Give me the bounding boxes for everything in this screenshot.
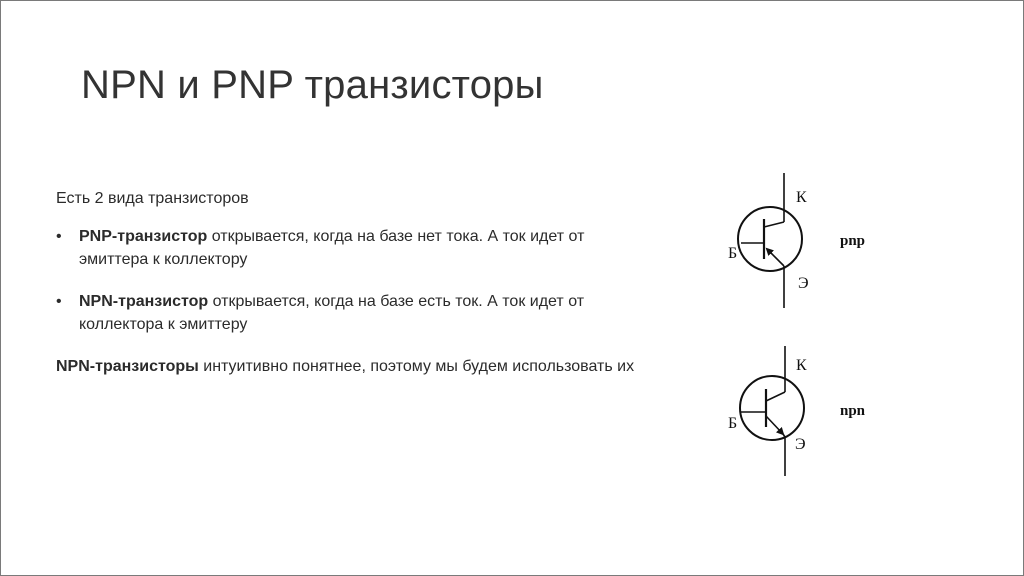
- bullet-marker: •: [56, 228, 62, 245]
- bullet-npn-text: открывается, когда на базе есть ток. А ток идет от коллектора к эмиттеру: [79, 293, 585, 333]
- intro-text: Есть 2 вида транзисторов: [56, 190, 249, 207]
- transistor-diagrams: [701, 171, 901, 491]
- npn-type-label: npn: [840, 403, 866, 419]
- npn-collector-path: [766, 392, 785, 401]
- pnp-base-label: Б: [728, 245, 738, 262]
- pnp-collector-label: К: [796, 189, 807, 206]
- npn-body-circle: [740, 376, 804, 440]
- conclusion-term: NPN-транзисторы: [56, 358, 199, 375]
- npn-collector-label: К: [796, 357, 807, 374]
- slide-body: [56, 187, 656, 394]
- bullet-pnp-term: PNP-транзистор: [79, 228, 208, 245]
- pnp-transistor-symbol: [738, 173, 802, 308]
- pnp-collector-path: [764, 222, 784, 227]
- pnp-emitter-path: [767, 249, 784, 266]
- npn-emitter-label: Э: [795, 436, 806, 453]
- npn-transistor-symbol: [740, 346, 804, 476]
- npn-base-label: Б: [728, 415, 738, 432]
- bullet-pnp-text: открывается, когда на базе нет тока. А ток идет от эмиттера к коллектору: [79, 228, 585, 268]
- bullet-marker: •: [56, 293, 62, 310]
- npn-emitter-path: [766, 416, 783, 434]
- bullet-npn-term: NPN-транзистор: [79, 293, 209, 310]
- bullet-npn: [56, 290, 656, 336]
- pnp-body-circle: [738, 207, 802, 271]
- bullet-pnp: [56, 225, 656, 271]
- pnp-emitter-label: Э: [798, 275, 809, 292]
- conclusion-text: [56, 355, 656, 378]
- slide-title: NPN и PNP транзисторы: [81, 63, 544, 107]
- pnp-type-label: pnp: [840, 233, 866, 249]
- npn-emitter-connect: [783, 434, 785, 437]
- conclusion-body: интуитивно понятнее, поэтому мы будем использовать их: [198, 358, 635, 375]
